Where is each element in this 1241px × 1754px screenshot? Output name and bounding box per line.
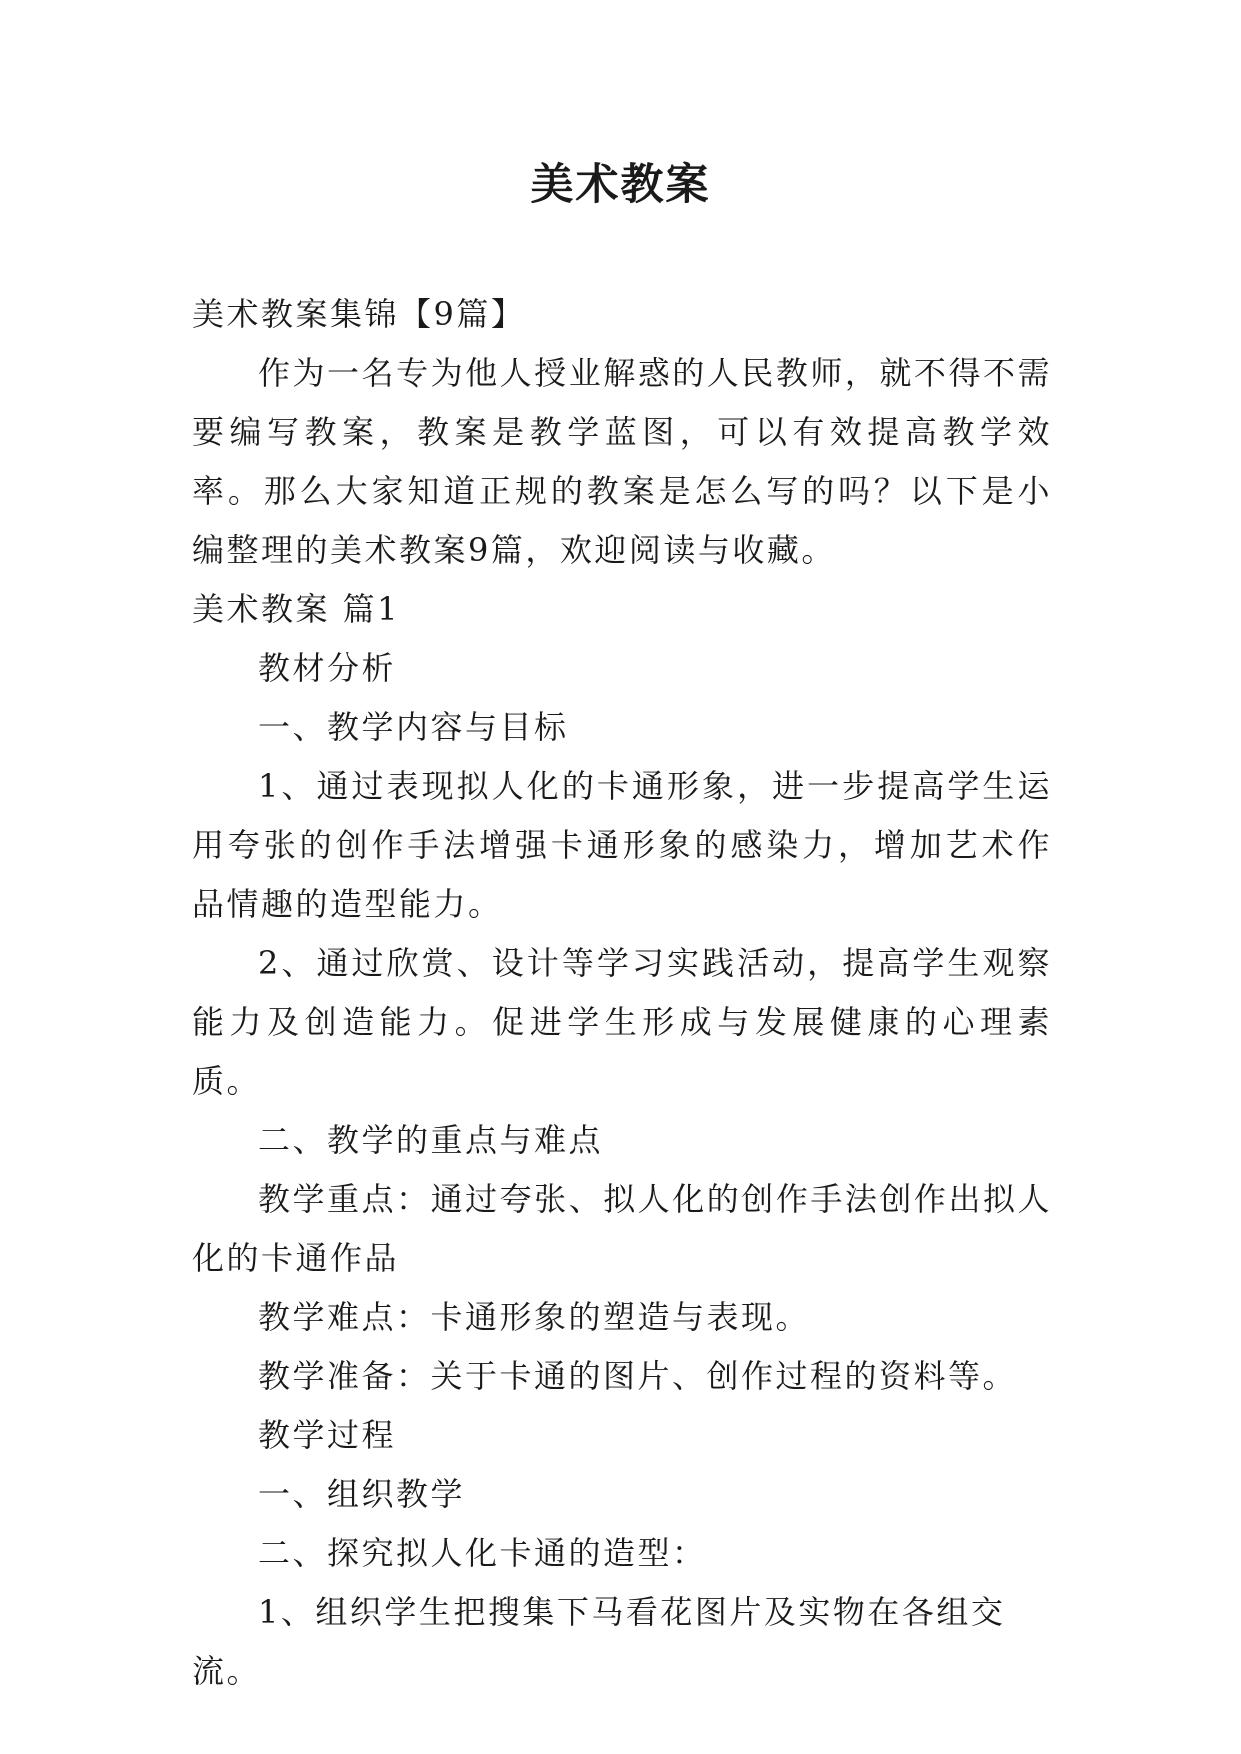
paragraph: 1、组织学生把搜集下马看花图片及实物在各组交流。 bbox=[192, 1593, 1006, 1690]
intro-paragraph: 作为一名专为他人授业解惑的人民教师，就不得不需要编写教案，教案是教学蓝图，可以有效提高教学效率。那么大家知道正规的教案是怎么写的吗？以下是小编整理的美术教案9篇，欢迎阅读与收藏。 bbox=[192, 354, 1052, 569]
paragraph: 教学准备：关于卡通的图片、创作过程的资料等。 bbox=[258, 1357, 1018, 1395]
paragraph: 二、教学的重点与难点 bbox=[258, 1121, 604, 1159]
paragraph: 二、探究拟人化卡通的造型： bbox=[258, 1534, 707, 1572]
document-body bbox=[192, 285, 1052, 1701]
paragraph: 一、组织教学 bbox=[258, 1475, 466, 1513]
paragraph: 教材分析 bbox=[258, 649, 397, 687]
document-title: 美术教案 bbox=[530, 160, 711, 210]
paragraph: 教学难点：卡通形象的塑造与表现。 bbox=[258, 1298, 811, 1336]
paragraph: 2、通过欣赏、设计等学习实践活动，提高学生观察能力及创造能力。促进学生形成与发展健康的心理素质。 bbox=[192, 944, 1052, 1100]
paragraph: 教学重点：通过夸张、拟人化的创作手法创作出拟人化的卡通作品 bbox=[192, 1180, 1052, 1277]
paragraph: 1、通过表现拟人化的卡通形象，进一步提高学生运用夸张的创作手法增强卡通形象的感染力，增加艺术作品情趣的造型能力。 bbox=[192, 767, 1052, 923]
paragraph: 教学过程 bbox=[258, 1416, 397, 1454]
section-heading: 美术教案 篇1 bbox=[192, 590, 401, 628]
paragraph: 一、教学内容与目标 bbox=[258, 708, 569, 746]
subtitle-line: 美术教案集锦【9篇】 bbox=[192, 295, 526, 333]
